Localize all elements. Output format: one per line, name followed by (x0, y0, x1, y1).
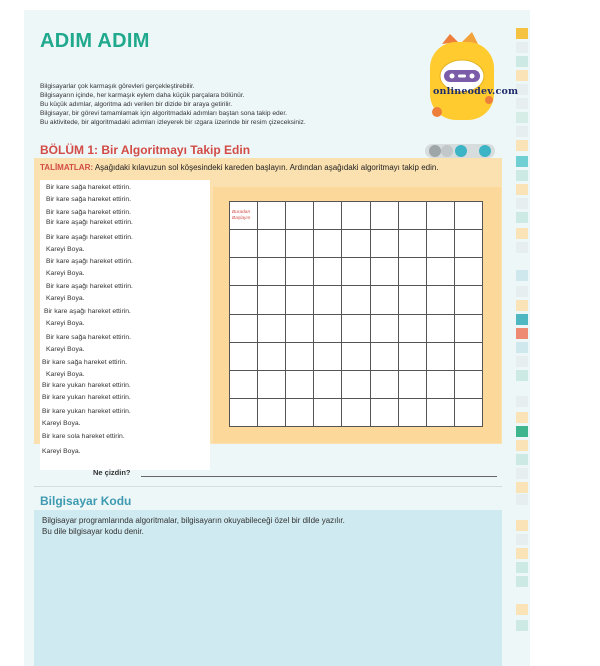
grid-cell[interactable] (427, 315, 455, 343)
grid-cell[interactable] (455, 258, 483, 286)
grid-cell[interactable] (342, 258, 370, 286)
grid-cell[interactable] (258, 315, 286, 343)
grid-cell[interactable] (230, 315, 258, 343)
grid-cell[interactable] (371, 343, 399, 371)
intro-line: Bilgisayarın içinde, her karmaşık eylem daha küçük parçalara bölünür. (40, 92, 245, 99)
intro-line: Bilgisayar, bir görevi tamamlamak için algoritmadaki adımları baştan sona takip eder. (40, 110, 288, 117)
step-item: Bir kare aşağı hareket ettirin. (46, 283, 133, 290)
grid-cell[interactable] (371, 258, 399, 286)
grid-cell[interactable] (342, 343, 370, 371)
grid-cell[interactable] (314, 371, 342, 399)
step-item: Bir kare sağa hareket ettirin. (42, 359, 128, 366)
step-item: Bir kare yukarı hareket ettirin. (42, 382, 131, 389)
instructions (40, 163, 439, 172)
grid-cell[interactable] (342, 399, 370, 427)
step-item: Bir kare aşağı hareket ettirin. (44, 308, 131, 315)
step-item: Bir kare sağa hareket ettirin. (46, 196, 132, 203)
grid-cell[interactable] (342, 202, 370, 230)
grid-cell[interactable] (455, 286, 483, 314)
code-text-line: Bilgisayar programlarında algoritmalar, bilgisayarın okuyabileceği özel bir dilde yazılır. (42, 516, 345, 525)
grid-cell[interactable] (258, 230, 286, 258)
robot-mascot-icon (422, 32, 500, 132)
grid-cell[interactable] (455, 230, 483, 258)
grid-cell[interactable] (371, 371, 399, 399)
grid-cell[interactable] (342, 230, 370, 258)
step-item: Kareyi Boya. (46, 295, 85, 302)
grid-cell[interactable] (314, 343, 342, 371)
grid-cell[interactable] (427, 343, 455, 371)
grid-cell[interactable] (399, 315, 427, 343)
instructions-text: Aşağıdaki kılavuzun sol köşesindeki kareden başlayın. Ardından aşağıdaki algoritmayı takip edin. (93, 163, 439, 172)
question-label: Ne çizdin? (93, 468, 131, 477)
grid-cell[interactable] (258, 258, 286, 286)
grid-cell[interactable] (427, 286, 455, 314)
grid-cell[interactable] (230, 286, 258, 314)
answer-line[interactable] (141, 476, 497, 477)
grid-cell[interactable] (399, 202, 427, 230)
grid-cell[interactable] (286, 371, 314, 399)
grid-cell[interactable] (314, 258, 342, 286)
grid-cell[interactable] (230, 230, 258, 258)
step-item: Bir kare aşağı hareket ettirin. (46, 258, 133, 265)
grid-cell[interactable] (399, 286, 427, 314)
intro-line: Bu küçük adımlar, algoritma adı verilen bir dizide bir araya getirilir. (40, 101, 233, 108)
grid-cell[interactable] (371, 202, 399, 230)
intro-line: Bilgisayarlar çok karmaşık görevleri gerçekleştirebilir. (40, 83, 195, 90)
grid-cell[interactable] (399, 371, 427, 399)
section1-title: BÖLÜM 1: Bir Algoritmayı Takip Edin (40, 143, 251, 157)
start-label (232, 210, 250, 222)
grid-cell[interactable] (427, 202, 455, 230)
grid-cell[interactable] (314, 315, 342, 343)
intro-text (40, 82, 306, 127)
grid-cell-start[interactable] (230, 202, 258, 230)
grid-cell[interactable] (427, 230, 455, 258)
grid-cell[interactable] (230, 399, 258, 427)
grid-cell[interactable] (399, 399, 427, 427)
grid-cell[interactable] (427, 399, 455, 427)
grid-cell[interactable] (314, 230, 342, 258)
section2-title: Bilgisayar Kodu (40, 494, 132, 508)
grid-cell[interactable] (286, 230, 314, 258)
grid-cell[interactable] (455, 343, 483, 371)
start-label-line: Başlayın (232, 216, 251, 221)
grid-cell[interactable] (286, 202, 314, 230)
grid-cell[interactable] (455, 202, 483, 230)
grid-cell[interactable] (230, 258, 258, 286)
grid-cell[interactable] (258, 343, 286, 371)
grid-cell[interactable] (314, 286, 342, 314)
step-item: Kareyi Boya. (42, 420, 81, 427)
step-item: Bir kare sağa hareket ettirin. (46, 209, 132, 216)
step-item: Bir kare sağa hareket ettirin. (46, 184, 132, 191)
grid-cell[interactable] (342, 315, 370, 343)
step-item: Bir kare aşağı hareket ettirin. (46, 234, 133, 241)
step-item: Kareyi Boya. (46, 346, 85, 353)
step-item: Kareyi Boya. (46, 320, 85, 327)
step-item: Bir kare sağa hareket ettirin. (46, 334, 132, 341)
grid-cell[interactable] (427, 371, 455, 399)
grid-cell[interactable] (230, 371, 258, 399)
grid-cell[interactable] (314, 202, 342, 230)
drawing-grid (229, 201, 483, 427)
step-item: Bir kare yukarı hareket ettirin. (42, 394, 131, 401)
grid-cell[interactable] (286, 315, 314, 343)
grid-cell[interactable] (258, 286, 286, 314)
grid-cell[interactable] (399, 258, 427, 286)
grid-cell[interactable] (427, 258, 455, 286)
grid-cell[interactable] (455, 399, 483, 427)
code-text-line: Bu dile bilgisayar kodu denir. (42, 527, 144, 536)
grid-cell[interactable] (399, 230, 427, 258)
grid-cell[interactable] (286, 286, 314, 314)
grid-cell[interactable] (286, 343, 314, 371)
grid-cell[interactable] (286, 399, 314, 427)
grid-cell[interactable] (455, 371, 483, 399)
step-item: Bir kare yukarı hareket ettirin. (42, 408, 131, 415)
grid-cell[interactable] (371, 230, 399, 258)
grid-cell[interactable] (342, 286, 370, 314)
grid-cell[interactable] (371, 315, 399, 343)
grid-cell[interactable] (286, 258, 314, 286)
step-item: Bir kare sola hareket ettirin. (42, 433, 125, 440)
section-divider (34, 486, 502, 487)
watermark-text: onlineodev.com (433, 86, 519, 97)
grid-cell[interactable] (342, 371, 370, 399)
page-title: ADIM ADIM (40, 30, 150, 52)
step-item: Bir kare aşağı hareket ettirin. (46, 219, 133, 226)
step-item: Kareyi Boya. (46, 270, 85, 277)
grid-cell[interactable] (314, 399, 342, 427)
code-text (42, 515, 345, 537)
intro-line: Bu aktivitede, bir algoritmadaki adımları izleyerek bir ızgara üzerinde bir resim çizeceksiniz. (40, 119, 306, 126)
step-item: Kareyi Boya. (46, 246, 85, 253)
grid-cell[interactable] (258, 399, 286, 427)
step-item: Kareyi Boya. (42, 448, 81, 455)
grid-cell[interactable] (258, 202, 286, 230)
step-item: Kareyi Boya. (46, 371, 85, 378)
start-label-line: Buradan (232, 210, 251, 215)
grid-cell[interactable] (399, 343, 427, 371)
instructions-label: TALİMATLAR: (40, 163, 94, 172)
grid-cell[interactable] (258, 371, 286, 399)
grid-cell[interactable] (230, 343, 258, 371)
grid-cell[interactable] (455, 315, 483, 343)
grid-cell[interactable] (371, 286, 399, 314)
grid-cell[interactable] (371, 399, 399, 427)
